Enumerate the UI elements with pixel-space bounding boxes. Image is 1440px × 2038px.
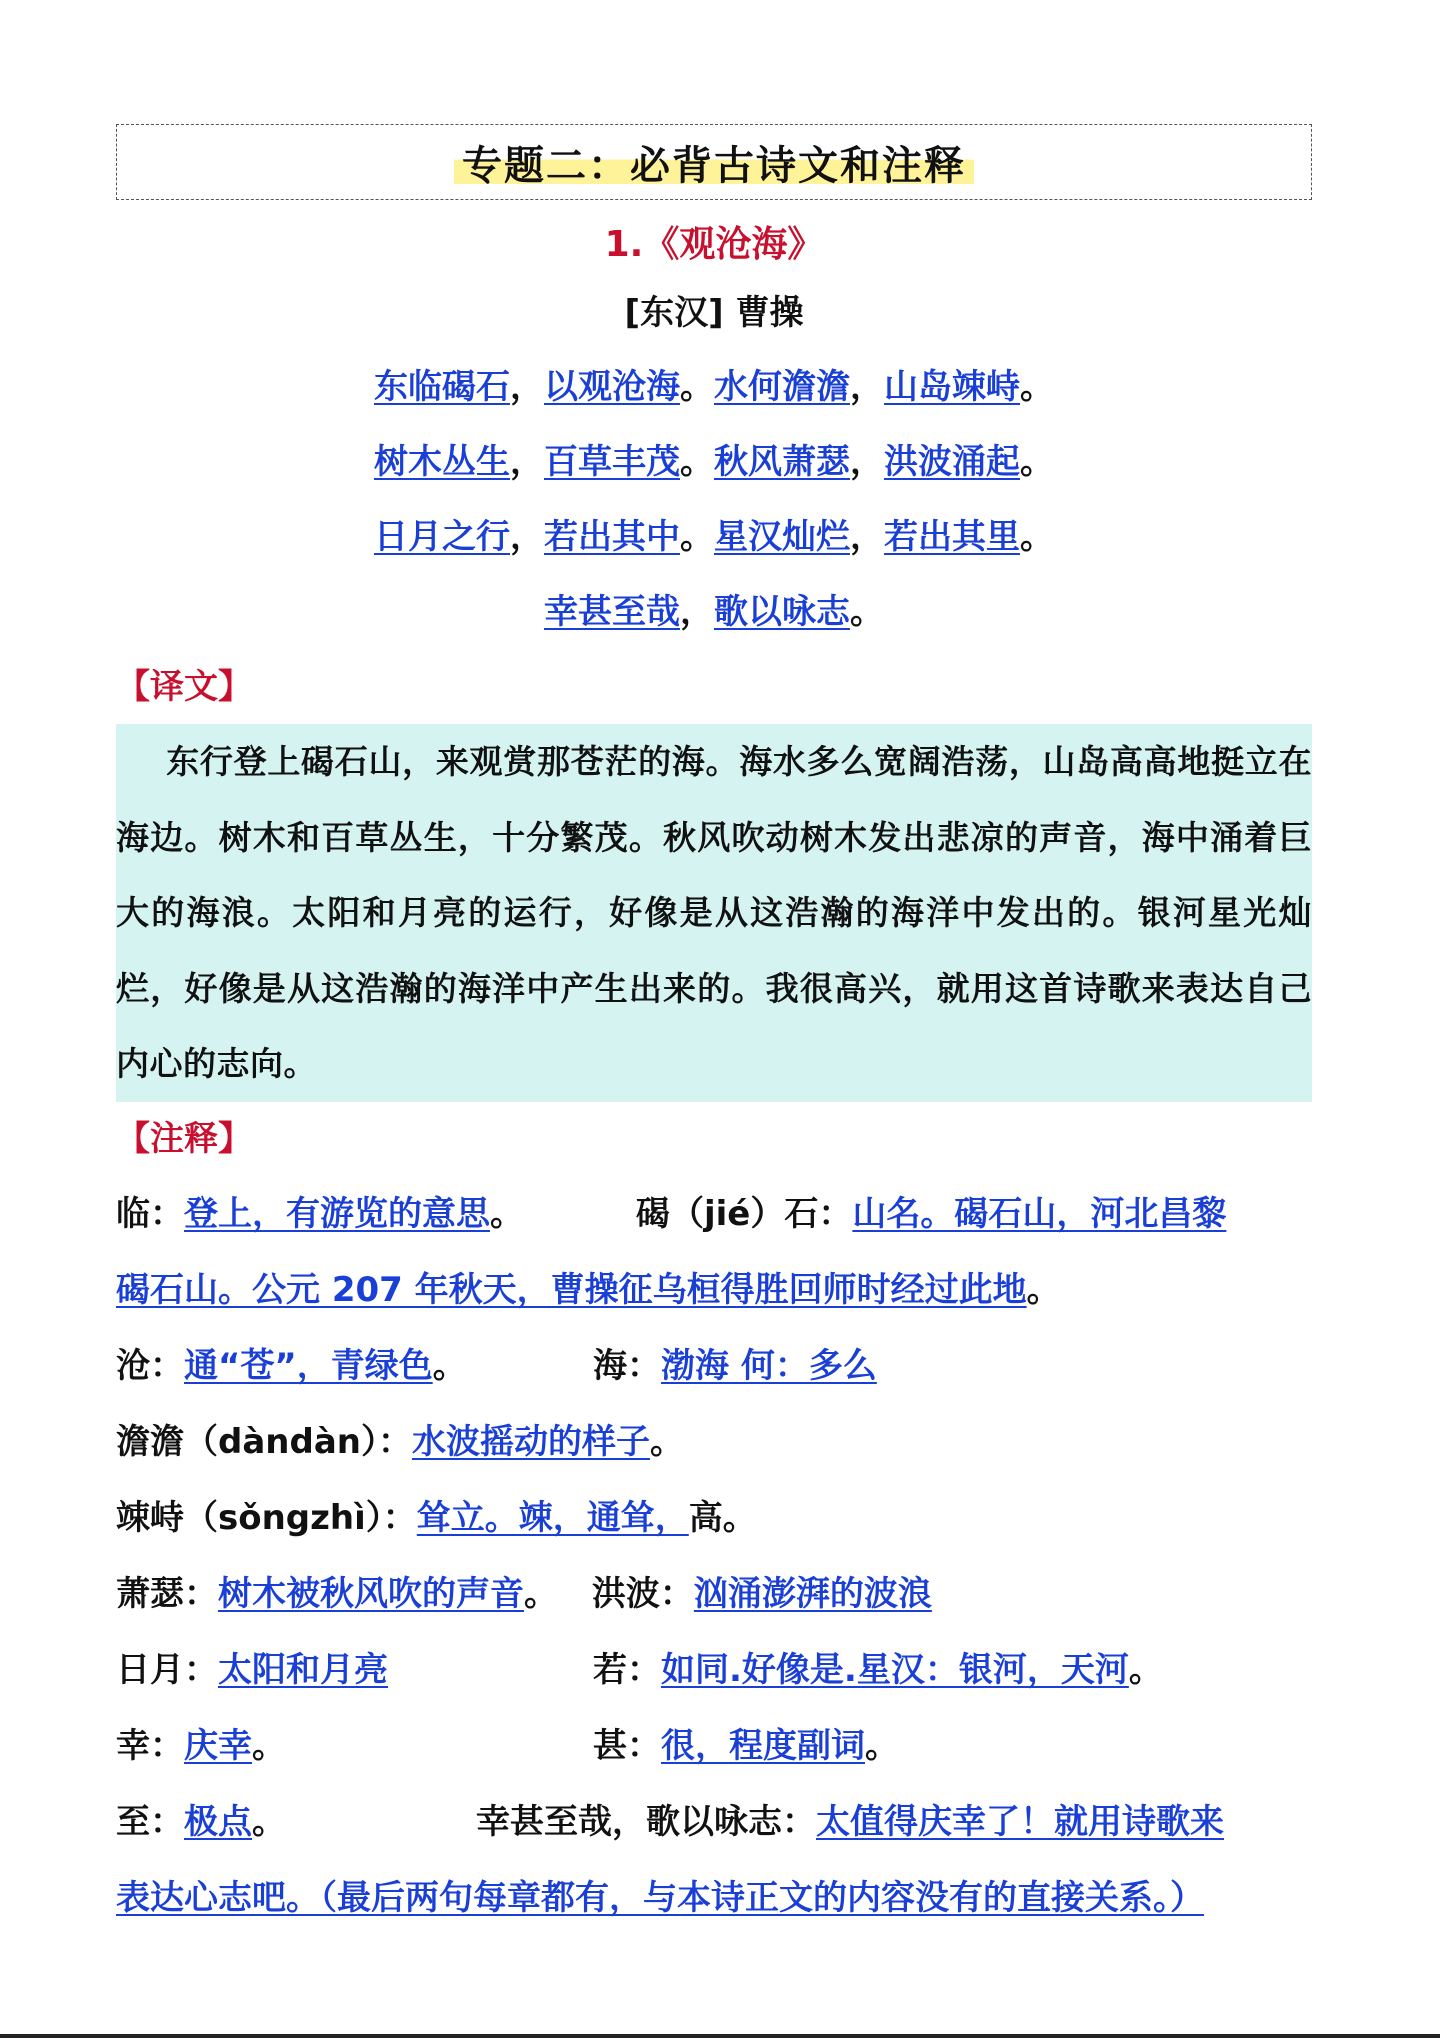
- poem-line-1: 东临碣石，以观沧海。水何澹澹，山岛竦峙。: [374, 367, 1054, 407]
- note-line-9: 至：极点。 幸甚至哉，歌以咏志：太值得庆幸了！就用诗歌来: [116, 1802, 1224, 1842]
- note-line-10: 表达心志吧。（最后两句每章都有，与本诗正文的内容没有的直接关系。）: [116, 1878, 1204, 1918]
- note-line-6: 萧瑟：树木被秋风吹的声音。 洪波：汹涌澎湃的波浪: [116, 1574, 932, 1614]
- note-line-4: 澹澹（dàndàn）：水波摇动的样子。: [116, 1422, 684, 1462]
- poem-line-4: 幸甚至哉，歌以咏志。: [544, 592, 884, 632]
- note-line-5: 竦峙（sǒngzhì）：耸立。竦，通耸，高。: [116, 1498, 757, 1538]
- note-line-2: 碣石山。公元 207 年秋天，曹操征乌桓得胜回师时经过此地。: [116, 1270, 1061, 1310]
- bottom-rule: [0, 2034, 1440, 2038]
- notes-heading: 【注释】: [116, 1119, 252, 1159]
- translation-text: 东行登上碣石山，来观赏那苍茫的海。海水多么宽阔浩荡，山岛高高地挺立在海边。树木和百草丛生，十分繁茂。秋风吹动树木发出悲凉的声音，海中涌着巨大的海浪。太阳和月亮的运行，好像是从这浩瀚的海洋中发出的。银河星光灿烂，好像是从这浩瀚的海洋中产生出来的。我很高兴，就用这首诗歌来表达自己内心的志向。: [116, 742, 1312, 1084]
- translation-heading: 【译文】: [116, 667, 252, 707]
- note-line-8: 幸：庆幸。 甚：很，程度副词。: [116, 1726, 899, 1766]
- translation-paragraph: [116, 724, 1312, 1102]
- poem-author: [东汉] 曹操: [624, 293, 804, 333]
- note-line-7: 日月：太阳和月亮 若：如同.好像是.星汉：银河，天河。: [116, 1650, 1163, 1690]
- page-title: 专题二：必背古诗文和注释: [454, 134, 974, 191]
- poem-line-3: 日月之行，若出其中。星汉灿烂，若出其里。: [374, 517, 1054, 557]
- document-page: [116, 124, 1312, 1936]
- title-box: [116, 124, 1312, 200]
- poem-line-2: 树木丛生，百草丰茂。秋风萧瑟，洪波涌起。: [374, 442, 1054, 482]
- note-line-3: 沧：通“苍”，青绿色。 海：渤海 何：多么: [116, 1346, 877, 1386]
- note-line-1: 临：登上，有游览的意思。 碣（jié）石：山名。碣石山，河北昌黎: [116, 1194, 1227, 1234]
- poem-title: 1.《观沧海》: [604, 224, 824, 265]
